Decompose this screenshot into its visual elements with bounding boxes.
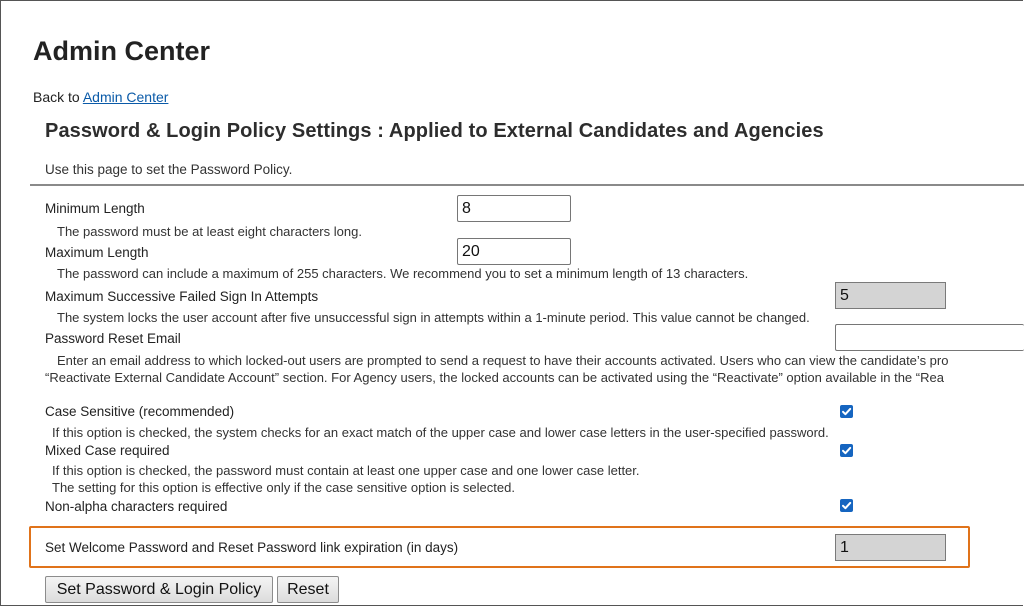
mixed-case-help-1: If this option is checked, the password must contain at least one upper case and one lower case letter. xyxy=(52,463,640,478)
min-length-label: Minimum Length xyxy=(45,201,145,216)
page-title: Admin Center xyxy=(33,36,211,66)
check-icon xyxy=(840,499,853,512)
max-length-input[interactable] xyxy=(457,238,571,265)
max-length-help: The password can include a maximum of 255 characters. We recommend you to set a minimum length of 13 characters. xyxy=(57,266,749,281)
mixed-case-checkbox[interactable] xyxy=(840,444,853,457)
non-alpha-checkbox[interactable] xyxy=(840,499,853,512)
reset-email-help-2: “Reactivate External Candidate Account” section. For Agency users, the locked accounts can be activated using the “Reactivate” option available in the “Rea xyxy=(45,370,944,385)
section-divider xyxy=(30,184,1024,186)
section-intro: Use this page to set the Password Policy. xyxy=(45,162,293,177)
link-expiration-label: Set Welcome Password and Reset Password link expiration (in days) xyxy=(45,540,459,555)
min-length-help: The password must be at least eight characters long. xyxy=(57,224,362,239)
check-icon xyxy=(840,405,853,418)
case-sensitive-label: Case Sensitive (recommended) xyxy=(45,404,235,419)
admin-center-link[interactable]: Admin Center xyxy=(82,89,169,105)
link-expiration-input[interactable] xyxy=(835,534,946,561)
max-length-label: Maximum Length xyxy=(45,245,149,260)
max-failed-help: The system locks the user account after five unsuccessful sign in attempts within a 1-minute period. This value cannot be changed. xyxy=(57,310,810,325)
reset-email-label: Password Reset Email xyxy=(45,331,181,346)
min-length-input[interactable] xyxy=(457,195,571,222)
non-alpha-label: Non-alpha characters required xyxy=(45,499,228,514)
max-failed-input xyxy=(835,282,946,309)
back-prefix: Back to xyxy=(33,89,80,105)
section-title: Password & Login Policy Settings : Applied to External Candidates and Agencies xyxy=(45,120,824,142)
mixed-case-label: Mixed Case required xyxy=(45,443,170,458)
max-failed-label: Maximum Successive Failed Sign In Attempts xyxy=(45,289,319,304)
reset-email-input[interactable] xyxy=(835,324,1024,351)
breadcrumb xyxy=(33,89,168,105)
reset-email-help-1: Enter an email address to which locked-out users are prompted to send a request to have their accounts activated. Users who can view the candidate’s pro xyxy=(57,353,949,368)
case-sensitive-checkbox[interactable] xyxy=(840,405,853,418)
case-sensitive-help: If this option is checked, the system checks for an exact match of the upper case and lower case letters in the user-specified password. xyxy=(52,425,829,440)
check-icon xyxy=(840,444,853,457)
mixed-case-help-2: The setting for this option is effective only if the case sensitive option is selected. xyxy=(52,480,515,495)
set-policy-button[interactable]: Set Password & Login Policy xyxy=(45,576,273,603)
reset-button[interactable]: Reset xyxy=(277,576,339,603)
